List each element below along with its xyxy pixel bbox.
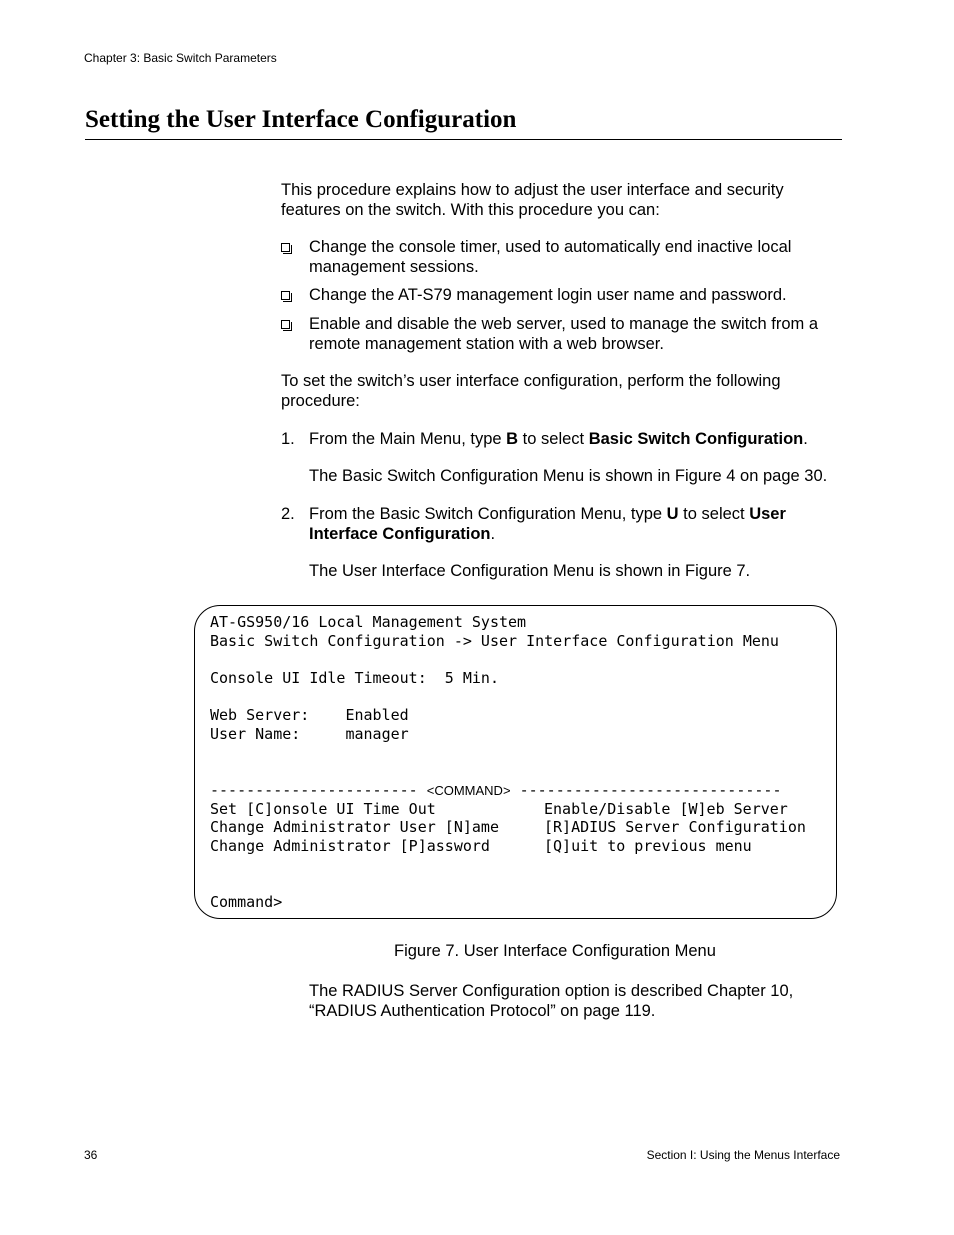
title-rule: [85, 139, 842, 140]
step-2-text: [309, 504, 846, 544]
terminal-system-title: AT-GS950/16 Local Management System: [210, 613, 527, 631]
terminal-command-separator: [210, 781, 781, 800]
running-footer-section: Section I: Using the Menus Interface: [646, 1148, 840, 1162]
bullet-1-line-2: management sessions.: [309, 258, 479, 276]
intro-paragraph: [281, 180, 846, 220]
bullet-3-line-1: Enable and disable the web server, used to manage the switch from a: [309, 315, 819, 333]
terminal-cmd-password: Change Administrator [P]assword: [210, 837, 490, 855]
terminal-web-server-field: Web Server: Enabled: [210, 706, 409, 724]
terminal-cmd-web-server: Enable/Disable [W]eb Server: [544, 800, 788, 818]
separator-left: -----------------------: [210, 781, 427, 799]
terminal-user-name-field: User Name: manager: [210, 725, 409, 743]
terminal-screen-frame: [194, 605, 837, 919]
running-header: Chapter 3: Basic Switch Parameters: [84, 51, 277, 65]
bullet-1-line-1: Change the console timer, used to automatically end inactive local: [309, 238, 792, 256]
page-title: Setting the User Interface Configuration: [85, 106, 517, 133]
step-1-key: B: [506, 430, 519, 448]
radius-note-line-1: The RADIUS Server Configuration option is described Chapter 10,: [309, 982, 794, 1000]
terminal-cmd-quit: [Q]uit to previous menu: [544, 837, 752, 855]
step-2-target-1: User: [749, 505, 786, 523]
step-1-pre: From the Main Menu, type: [309, 430, 507, 448]
step-2-pre: From the Basic Switch Configuration Menu, type: [309, 505, 667, 523]
checkbox-bullet-icon: [281, 291, 290, 300]
procedure-intro-line-1: To set the switch’s user interface configuration, perform the following: [281, 372, 781, 390]
intro-line-2: features on the switch. With this procedure you can:: [281, 201, 660, 219]
step-2-note: The User Interface Configuration Menu is shown in Figure 7.: [309, 562, 751, 580]
separator-right: -----------------------------: [510, 781, 782, 799]
step-1-text: [309, 429, 846, 449]
terminal-breadcrumb: Basic Switch Configuration -> User Interface Configuration Menu: [210, 632, 779, 650]
terminal-timeout-field: Console UI Idle Timeout: 5 Min.: [210, 669, 499, 687]
step-2-mid: to select: [678, 505, 750, 523]
separator-label: <COMMAND>: [426, 783, 511, 798]
checkbox-bullet-icon: [281, 320, 290, 329]
terminal-command-prompt: Command>: [210, 893, 283, 911]
step-1-note: The Basic Switch Configuration Menu is shown in Figure 4 on page 30.: [309, 467, 828, 485]
step-number: 1.: [281, 430, 295, 448]
radius-note: [309, 981, 846, 1021]
step-2-post: .: [490, 525, 496, 543]
terminal-cmd-radius: [R]ADIUS Server Configuration: [544, 818, 806, 836]
step-2-target-2: Interface Configuration: [309, 525, 491, 543]
step-1-post: .: [803, 430, 808, 448]
terminal-cmd-user-name: Change Administrator User [N]ame: [210, 818, 499, 836]
procedure-intro-line-2: procedure:: [281, 392, 360, 410]
bullet-2-line-1: Change the AT-S79 management login user name and password.: [309, 286, 787, 304]
step-2-key: U: [666, 505, 679, 523]
figure-caption: Figure 7. User Interface Configuration Menu: [394, 942, 716, 960]
bullet-3-line-2: remote management station with a web browser.: [309, 335, 664, 353]
radius-note-line-2: “RADIUS Authentication Protocol” on page 119.: [309, 1002, 656, 1020]
step-1-target: Basic Switch Configuration: [588, 430, 804, 448]
step-number: 2.: [281, 505, 295, 523]
intro-line-1: This procedure explains how to adjust the user interface and security: [281, 181, 784, 199]
page-number: 36: [84, 1148, 98, 1162]
terminal-cmd-console-timeout: Set [C]onsole UI Time Out: [210, 800, 436, 818]
step-1-mid: to select: [518, 430, 589, 448]
checkbox-bullet-icon: [281, 243, 290, 252]
procedure-intro: [281, 371, 846, 411]
